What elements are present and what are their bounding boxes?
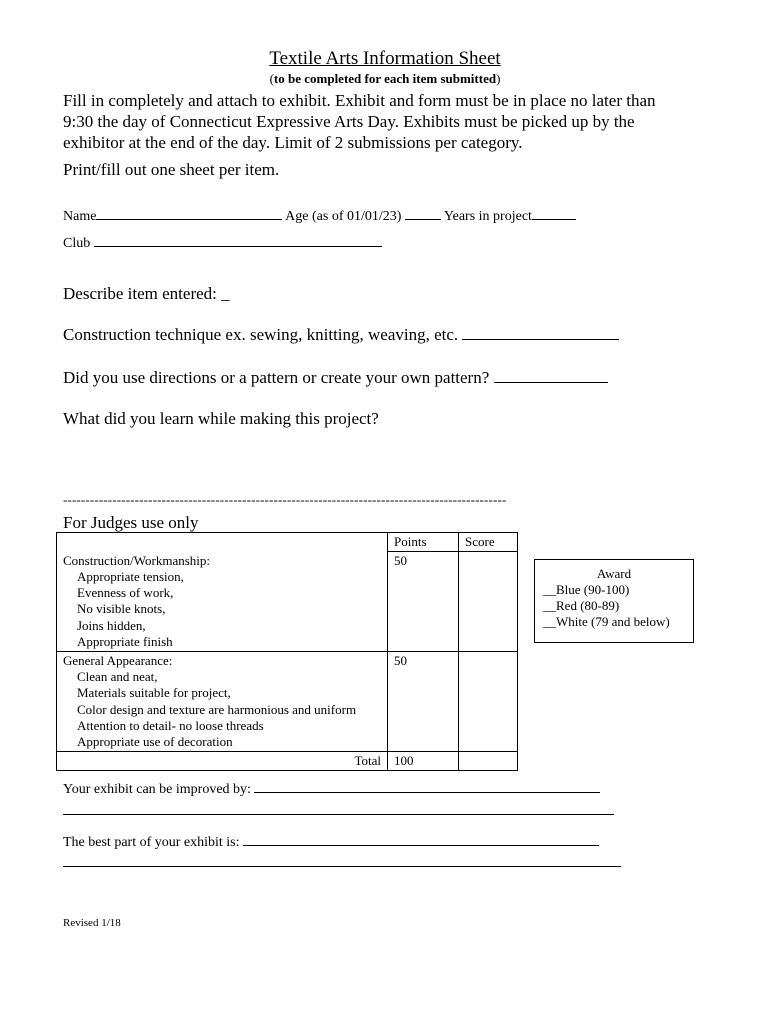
appearance-section-title: General Appearance: [63,652,173,668]
club-row [63,236,382,252]
table-row [57,552,518,652]
judges-heading: For Judges use only [63,513,199,532]
name-field[interactable] [96,218,282,220]
best-part-field[interactable] [243,844,599,846]
criteria-item: Materials suitable for project, [77,685,231,701]
appearance-score-cell[interactable] [459,651,518,751]
total-label: Total [57,752,388,771]
construction-section-title: Construction/Workmanship: [63,552,210,568]
award-heading: Award [596,566,632,581]
criteria-item: Clean and neat, [77,669,158,685]
subtitle-text: to be completed for each item submitted [273,71,497,86]
best-part-label: The best part of your exhibit is: [63,835,240,850]
best-part-field-line-2[interactable] [63,866,621,867]
criteria-item: Joins hidden, [77,617,146,633]
age-field[interactable] [405,218,441,220]
pattern-field[interactable] [494,381,608,383]
award-option-white[interactable]: __White (79 and below) [543,614,670,629]
page-subtitle [0,71,770,87]
intro-line-2: 9:30 the day of Connecticut Expressive Arts Day. Exhibits must be picked up by the [63,112,635,131]
page-title: Textile Arts Information Sheet [269,48,501,69]
print-note: Print/fill out one sheet per item. [63,160,280,179]
revised-note: Revised 1/18 [63,917,121,929]
years-field[interactable] [532,218,576,220]
criteria-item: Evenness of work, [77,585,174,601]
construction-score-cell[interactable] [459,552,518,652]
construction-label: Construction technique ex. sewing, knitting, weaving, etc. [63,325,459,344]
dashed-divider: --------------------------------------------------------------------------------------------------- [63,492,507,507]
construction-field[interactable] [462,338,619,340]
improved-row [63,782,600,798]
appearance-points: 50 [388,651,459,751]
club-label: Club [63,236,91,251]
table-row [57,651,518,751]
pattern-label: Did you use directions or a pattern or create your own pattern? [63,368,490,387]
award-box [534,559,694,643]
judges-score-table [56,532,518,771]
subtitle-open: ( [269,71,274,86]
score-header: Score [459,533,518,552]
construction-row [63,325,619,345]
criteria-item: Appropriate use of decoration [77,733,233,749]
table-header-row [57,533,518,552]
criteria-item: Appropriate tension, [77,568,184,584]
criteria-item: No visible knots, [77,601,166,617]
criteria-header-cell [57,533,388,552]
club-field[interactable] [94,245,382,247]
award-option-red[interactable]: __Red (80-89) [543,598,620,613]
points-header: Points [388,533,459,552]
name-row [63,209,576,225]
construction-criteria-cell [57,552,388,652]
age-label: Age (as of 01/01/23) [285,209,402,224]
total-points: 100 [388,752,459,771]
intro-line-1: Fill in completely and attach to exhibit. Exhibit and form must be in place no later than [63,91,656,110]
best-part-row [63,835,599,851]
pattern-row [63,368,608,388]
intro-paragraph [63,90,656,153]
improved-field[interactable] [254,791,600,793]
name-label: Name [63,209,97,224]
improved-label: Your exhibit can be improved by: [63,782,251,797]
learn-prompt: What did you learn while making this project? [63,409,379,428]
years-label: Years in project [443,209,532,224]
criteria-item: Color design and texture are harmonious and uniform [77,701,357,717]
appearance-criteria-cell [57,651,388,751]
describe-item-prompt: Describe item entered: _ [63,284,230,303]
construction-points: 50 [388,552,459,652]
award-option-blue[interactable]: __Blue (90-100) [543,582,630,597]
total-score-cell[interactable] [459,752,518,771]
intro-line-3: exhibitor at the end of the day. Limit of 2 submissions per category. [63,133,523,152]
criteria-item: Attention to detail- no loose threads [77,717,264,733]
subtitle-close: ) [496,71,501,86]
table-row [57,752,518,771]
criteria-item: Appropriate finish [77,633,173,649]
improved-field-line-2[interactable] [63,814,614,815]
